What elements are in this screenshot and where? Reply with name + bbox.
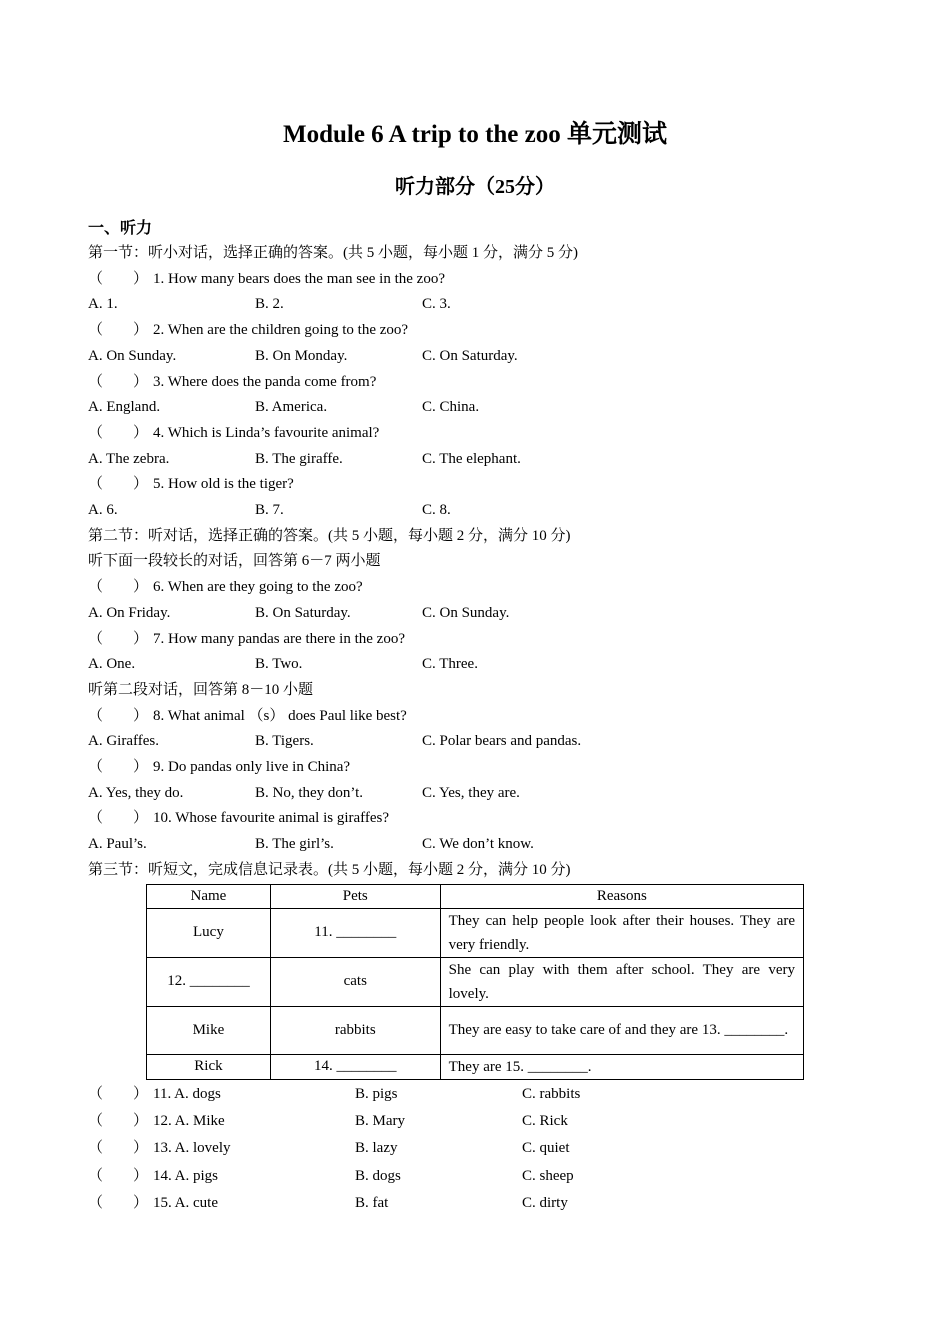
name-cell: Lucy bbox=[147, 908, 271, 957]
option-b: B. 7. bbox=[255, 502, 284, 519]
option-b: B. Mary bbox=[355, 1112, 405, 1129]
option-b: B. America. bbox=[255, 399, 328, 416]
pets-cell: 11. ________ bbox=[270, 908, 440, 957]
option-c: C. Rick bbox=[522, 1112, 568, 1129]
question-text: 5. How old is the tiger? bbox=[153, 476, 294, 493]
option-c: C. sheep bbox=[522, 1167, 574, 1184]
answer-blank: （ ） bbox=[88, 810, 149, 827]
answer-blank: （ ） bbox=[88, 1112, 149, 1129]
option-c: C. dirty bbox=[522, 1195, 568, 1212]
answer-blank: （ ） bbox=[88, 322, 149, 339]
option-b: B. On Saturday. bbox=[255, 604, 351, 621]
option-c: C. rabbits bbox=[522, 1085, 581, 1102]
table-header-row bbox=[147, 884, 804, 908]
table-row bbox=[147, 908, 804, 957]
option-b: B. The girl’s. bbox=[255, 836, 334, 853]
option-a: 15. A. cute bbox=[153, 1195, 218, 1212]
question-text: 7. How many pandas are there in the zoo? bbox=[153, 630, 405, 647]
question-7 bbox=[88, 627, 808, 678]
reasons-cell: They can help people look after their houses. They are very friendly. bbox=[440, 908, 803, 957]
answer-blank: （ ） bbox=[88, 476, 149, 493]
option-a: A. England. bbox=[88, 399, 161, 416]
option-c: C. Three. bbox=[422, 656, 478, 673]
part-heading: 一、听力 bbox=[88, 220, 153, 237]
option-c: C. The elephant. bbox=[422, 450, 521, 467]
option-a: A. 6. bbox=[88, 502, 118, 519]
option-a: 12. A. Mike bbox=[153, 1112, 225, 1129]
question-2 bbox=[88, 318, 808, 369]
option-c: C. On Saturday. bbox=[422, 347, 518, 364]
pets-cell: rabbits bbox=[270, 1006, 440, 1054]
question-10 bbox=[88, 806, 808, 857]
question-1 bbox=[88, 267, 808, 318]
question-text: 10. Whose favourite animal is giraffes? bbox=[153, 810, 390, 827]
question-text: 3. Where does the panda come from? bbox=[153, 373, 377, 390]
answer-blank: （ ） bbox=[88, 424, 149, 441]
answer-row-12 bbox=[88, 1108, 808, 1135]
section2-note-2: 听第二段对话，回答第 8－10 小题 bbox=[88, 681, 314, 698]
reasons-cell: They are 15. ________. bbox=[440, 1054, 803, 1079]
answer-row-13 bbox=[88, 1135, 808, 1162]
option-b: B. fat bbox=[355, 1195, 389, 1212]
option-c: C. On Sunday. bbox=[422, 604, 510, 621]
question-3 bbox=[88, 370, 808, 421]
answer-blank: （ ） bbox=[88, 1085, 149, 1102]
option-b: B. No, they don’t. bbox=[255, 784, 364, 801]
name-cell: Rick bbox=[147, 1054, 271, 1079]
option-a: 11. A. dogs bbox=[153, 1085, 221, 1102]
question-text: 9. Do pandas only live in China? bbox=[153, 759, 351, 776]
answer-blank: （ ） bbox=[88, 1195, 149, 1212]
answer-blank: （ ） bbox=[88, 270, 149, 287]
answer-blank: （ ） bbox=[88, 759, 149, 776]
option-a: A. Yes, they do. bbox=[88, 784, 184, 801]
page-subtitle: 听力部分（25分） bbox=[395, 176, 555, 198]
answer-blank: （ ） bbox=[88, 579, 149, 596]
question-text: 2. When are the children going to the zoo? bbox=[153, 322, 409, 339]
pets-cell: 14. ________ bbox=[270, 1054, 440, 1079]
pets-cell: cats bbox=[270, 957, 440, 1006]
option-c: C. China. bbox=[422, 399, 480, 416]
question-text: 6. When are they going to the zoo? bbox=[153, 579, 363, 596]
answer-choices bbox=[88, 1081, 808, 1218]
name-cell: 12. ________ bbox=[147, 957, 271, 1006]
option-b: B. 2. bbox=[255, 296, 284, 313]
option-b: B. The giraffe. bbox=[255, 450, 343, 467]
table-header: Pets bbox=[270, 884, 440, 908]
option-a: A. One. bbox=[88, 656, 136, 673]
answer-blank: （ ） bbox=[88, 630, 149, 647]
section1-instruction: 第一节：听小对话，选择正确的答案。(共 5 小题，每小题 1 分，满分 5 分) bbox=[88, 245, 578, 261]
table-row bbox=[147, 1054, 804, 1079]
option-a: A. The zebra. bbox=[88, 450, 170, 467]
table-row bbox=[147, 957, 804, 1006]
answer-blank: （ ） bbox=[88, 707, 149, 724]
answer-row-14 bbox=[88, 1163, 808, 1190]
option-a: 14. A. pigs bbox=[153, 1167, 219, 1184]
question-text: 8. What animal （s） does Paul like best? bbox=[153, 707, 407, 724]
answer-row-15 bbox=[88, 1190, 808, 1217]
option-b: B. pigs bbox=[355, 1085, 398, 1102]
question-text: 1. How many bears does the man see in the zoo? bbox=[153, 270, 445, 287]
reasons-cell: They are easy to take care of and they are 13. ________. bbox=[440, 1006, 803, 1054]
section2-note-1: 听下面一段较长的对话，回答第 6－7 两小题 bbox=[88, 553, 381, 570]
option-a: A. 1. bbox=[88, 296, 118, 313]
option-b: B. On Monday. bbox=[255, 347, 348, 364]
option-a: A. Giraffes. bbox=[88, 733, 159, 750]
option-c: C. Polar bears and pandas. bbox=[422, 733, 582, 750]
question-9 bbox=[88, 755, 808, 806]
option-c: C. quiet bbox=[522, 1140, 570, 1157]
question-text: 4. Which is Linda’s favourite animal? bbox=[153, 424, 380, 441]
reasons-cell: She can play with them after school. They are very lovely. bbox=[440, 957, 803, 1006]
option-c: C. 8. bbox=[422, 502, 451, 519]
option-b: B. Two. bbox=[255, 656, 303, 673]
answer-blank: （ ） bbox=[88, 1140, 149, 1157]
info-record-table bbox=[146, 884, 804, 1080]
option-b: B. Tigers. bbox=[255, 733, 314, 750]
option-c: C. We don’t know. bbox=[422, 836, 534, 853]
question-8 bbox=[88, 704, 808, 755]
exam-content bbox=[88, 217, 808, 1218]
question-4 bbox=[88, 421, 808, 472]
option-b: B. dogs bbox=[355, 1167, 401, 1184]
answer-blank: （ ） bbox=[88, 1167, 149, 1184]
option-a: A. On Friday. bbox=[88, 604, 171, 621]
question-6 bbox=[88, 575, 808, 626]
table-header: Reasons bbox=[440, 884, 803, 908]
option-a: A. Paul’s. bbox=[88, 836, 147, 853]
option-c: C. 3. bbox=[422, 296, 451, 313]
question-5 bbox=[88, 472, 808, 523]
table-header: Name bbox=[147, 884, 271, 908]
section3-instruction: 第三节：听短文，完成信息记录表。(共 5 小题，每小题 2 分，满分 10 分) bbox=[88, 861, 571, 878]
option-b: B. lazy bbox=[355, 1140, 398, 1157]
page-title: Module 6 A trip to the zoo 单元测试 bbox=[282, 121, 667, 148]
option-a: 13. A. lovely bbox=[153, 1140, 231, 1157]
answer-blank: （ ） bbox=[88, 373, 149, 390]
table-row bbox=[147, 1006, 804, 1054]
section2-instruction: 第二节：听对话，选择正确的答案。(共 5 小题，每小题 2 分，满分 10 分) bbox=[88, 527, 571, 544]
option-c: C. Yes, they are. bbox=[422, 784, 520, 801]
name-cell: Mike bbox=[147, 1006, 271, 1054]
option-a: A. On Sunday. bbox=[88, 347, 177, 364]
answer-row-11 bbox=[88, 1081, 808, 1108]
